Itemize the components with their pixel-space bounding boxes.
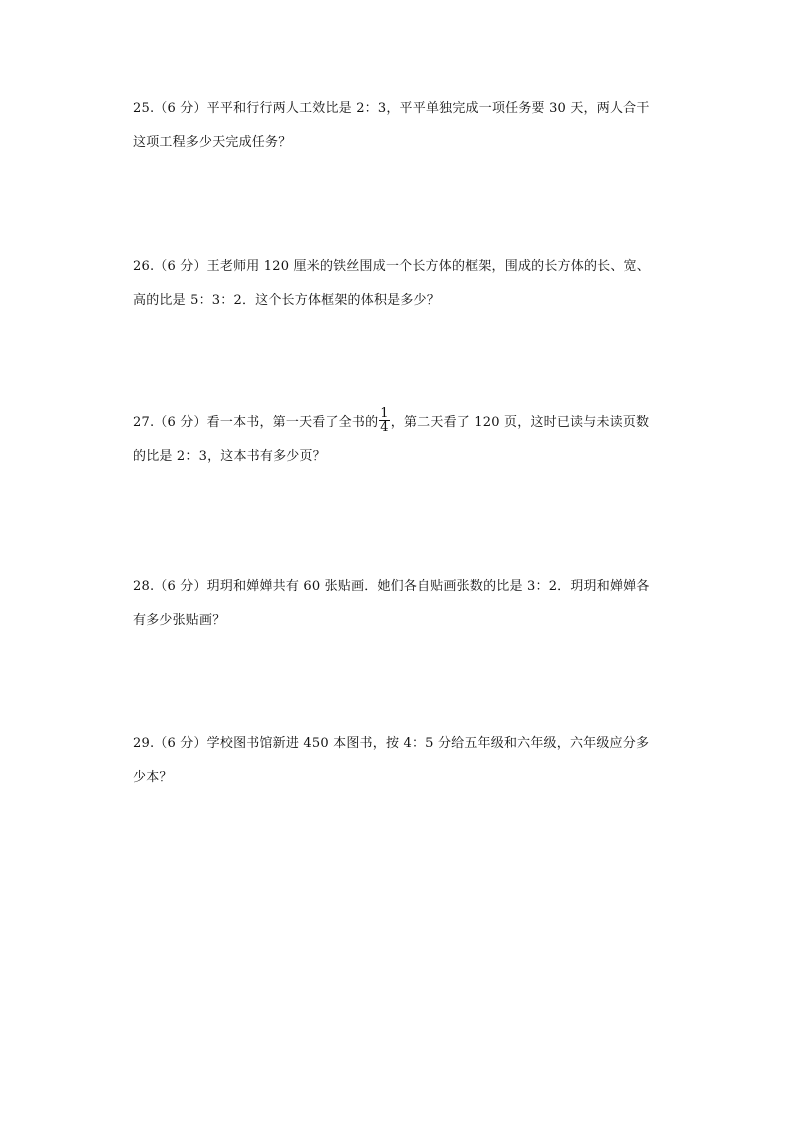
question-25-line-2: 这项工程多少天完成任务？ [133,135,292,150]
question-26 [133,250,663,318]
question-28 [133,570,663,638]
fraction-numerator: 1 [380,406,389,421]
question-25 [133,92,663,160]
question-26-line-1: 26.（6 分）王老师用 120 厘米的铁丝围成一个长方体的框架，围成的长方体的长、宽、 [133,259,650,274]
question-28-line-1: 28.（6 分）玥玥和婵婵共有 60 张贴画．她们各自贴画张数的比是 3：2．玥玥和婵婵各 [133,579,650,594]
question-29 [133,727,663,795]
question-26-line-2: 高的比是 5：3：2．这个长方体框架的体积是多少？ [133,293,440,308]
question-27-line-2: 的比是 2：3，这本书有多少页？ [133,449,326,464]
question-29-line-1: 29.（6 分）学校图书馆新进 450 本图书，按 4：5 分给五年级和六年级，六年级应分多 [133,736,650,751]
question-28-line-2: 有多少张贴画？ [133,613,226,628]
fraction-denominator: 4 [380,420,389,435]
question-27-text-before-fraction: 27.（6 分）看一本书，第一天看了全书的 [133,415,379,430]
question-27 [133,406,663,474]
question-25-line-1: 25.（6 分）平平和行行两人工效比是 2：3，平平单独完成一项任务要 30 天，两人合干 [133,101,650,116]
fraction-one-quarter [379,407,389,434]
question-29-line-2: 少本？ [133,770,173,785]
question-27-text-after-fraction: ，第二天看了 120 页，这时已读与未读页数 [390,415,650,430]
question-27-line-1 [133,406,663,440]
